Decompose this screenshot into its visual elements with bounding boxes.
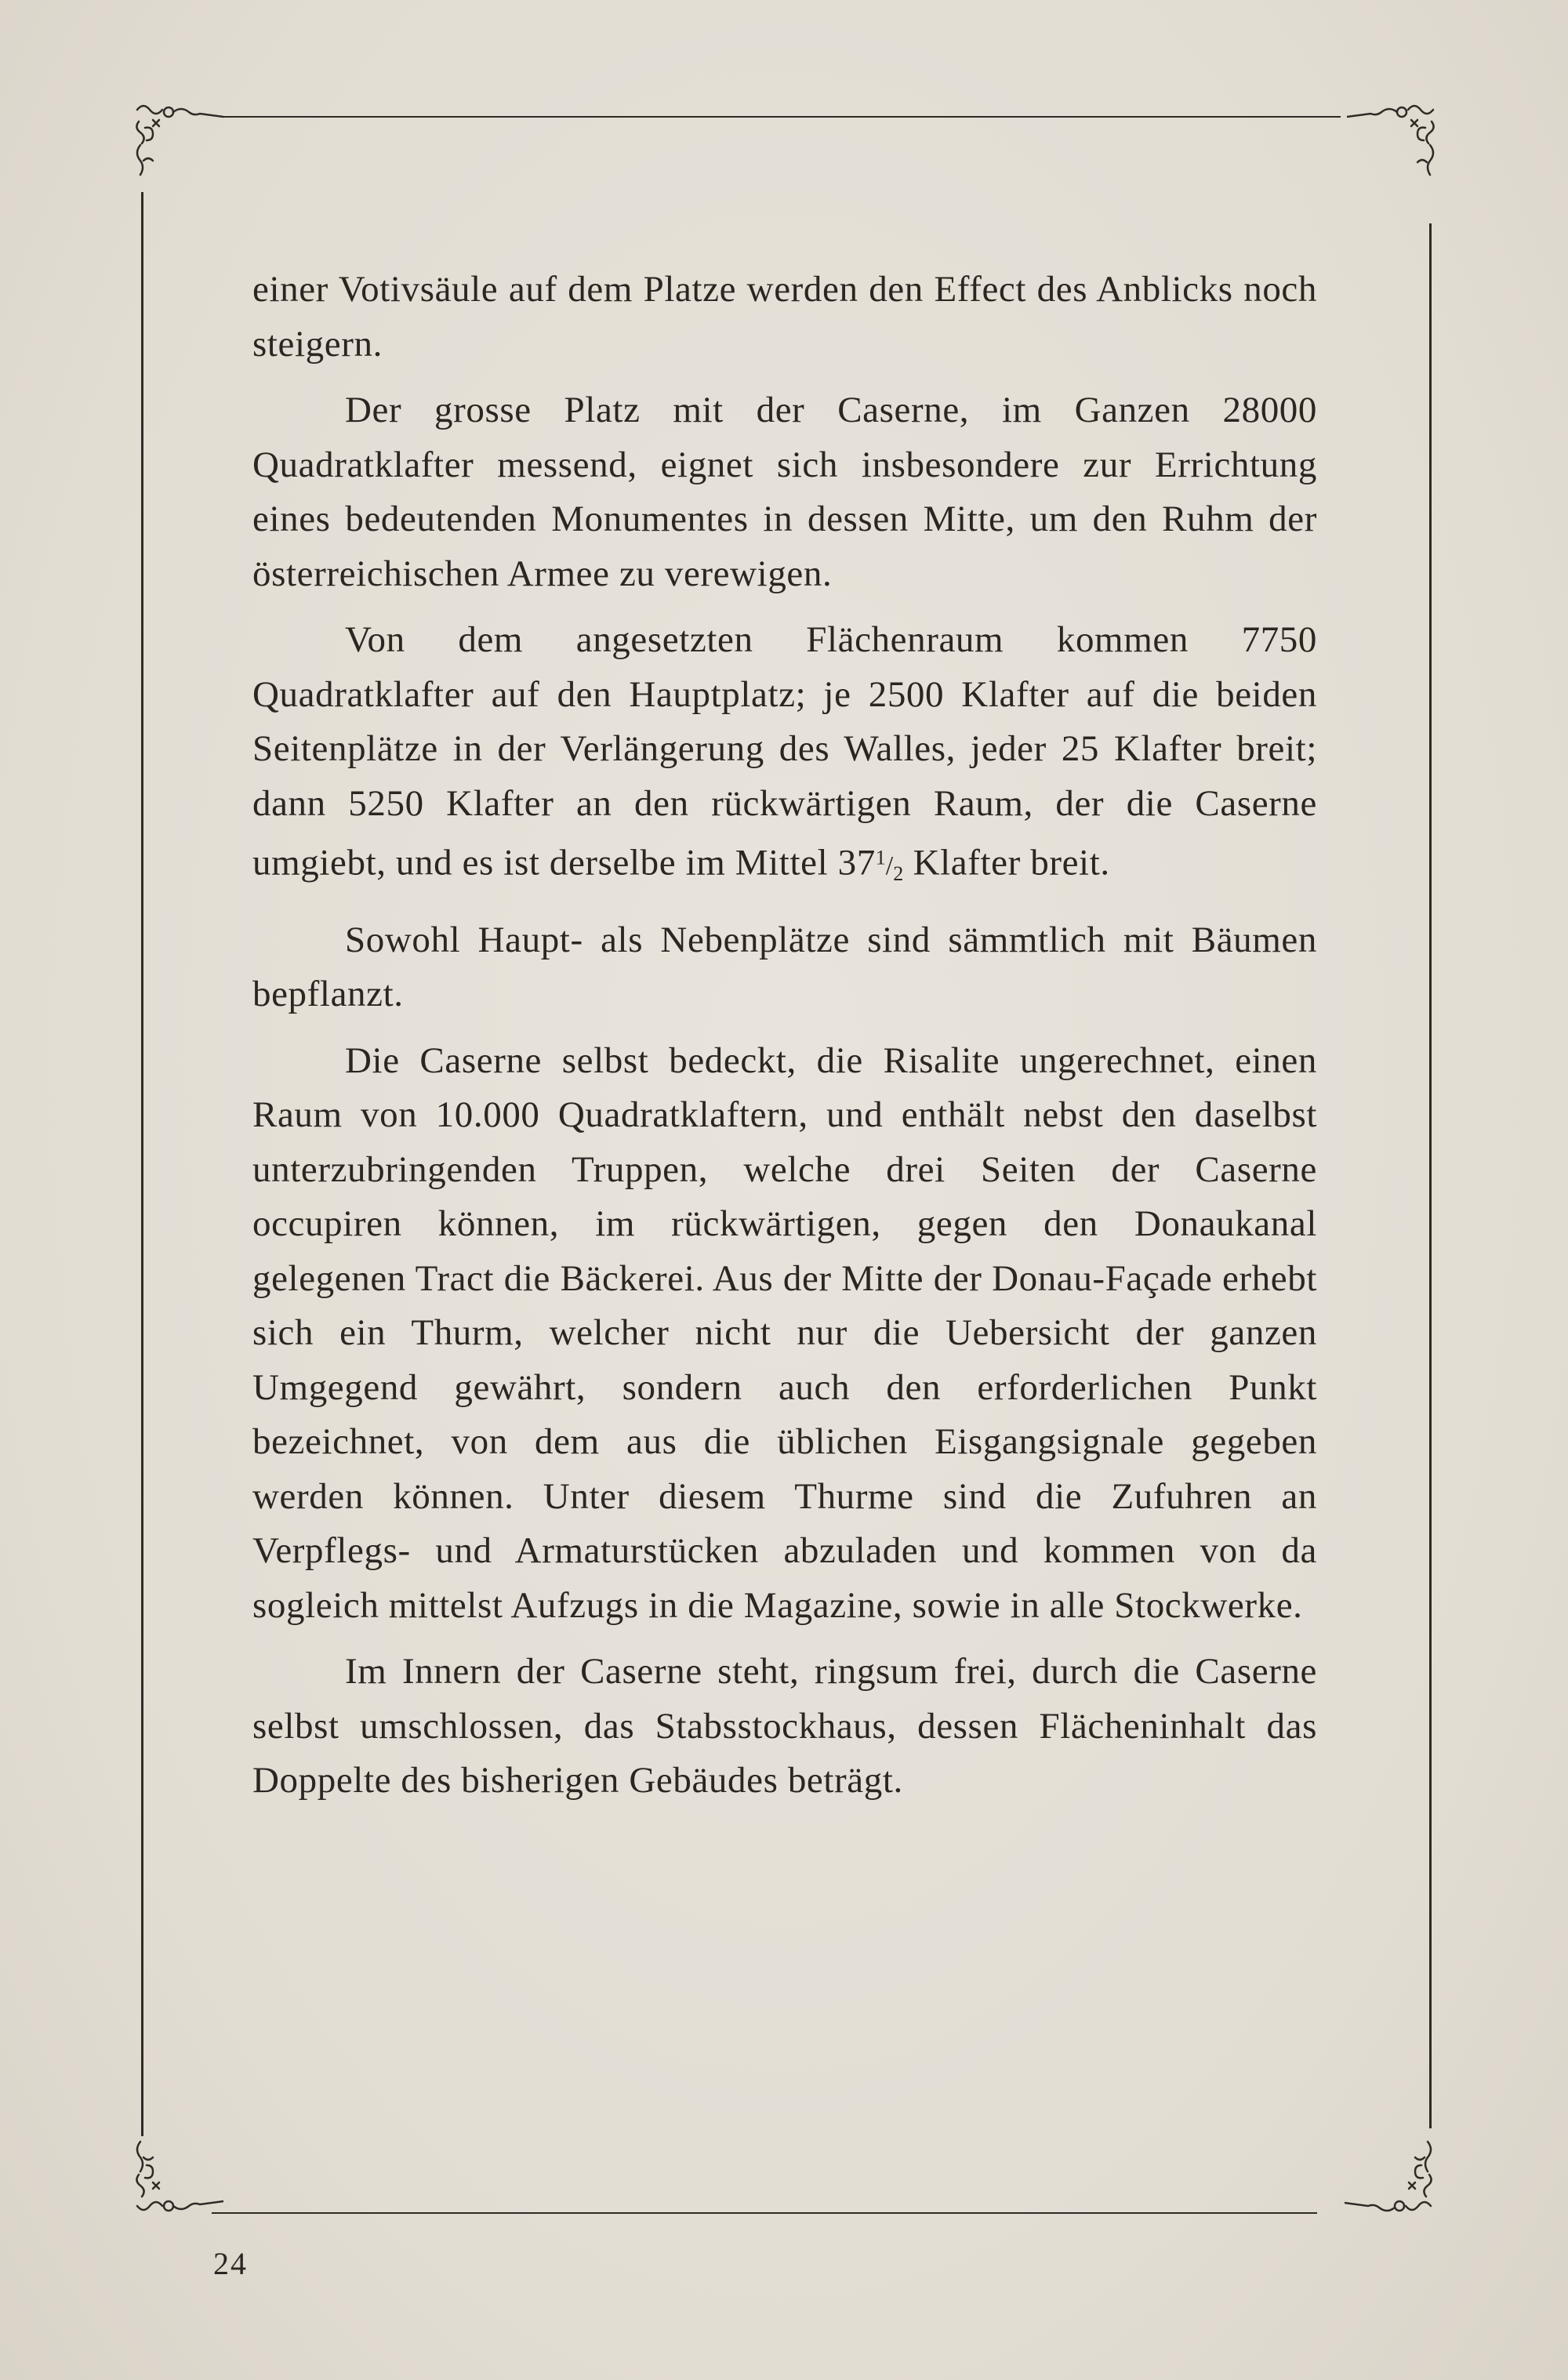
paragraph-3-text-after: Klafter breit. [903, 842, 1110, 883]
corner-ornament-top-left-icon [129, 98, 223, 184]
paragraph-6 [252, 1645, 1317, 1809]
paragraph-2-text: Der grosse Platz mit der Caserne, im Ganzen 28000 Quadratklafter messend, eignet sich insbesondere zur Errichtung eines bedeutenden Monumentes in dessen Mitte, um den Ruhm der österreichischen Armee zu verewigen. [252, 390, 1317, 594]
body-text [252, 263, 1317, 1809]
paragraph-5 [252, 1034, 1317, 1634]
corner-ornament-bottom-right-icon [1345, 2134, 1439, 2220]
paragraph-6-text: Im Innern der Caserne steht, ringsum frei, durch die Caserne selbst umschlossen, das Stabsstockhaus, dessen Flächeninhalt das Doppelte des bisherigen Gebäudes beträgt. [252, 1651, 1317, 1801]
frame-top-rule [223, 116, 1341, 118]
corner-ornament-bottom-left-icon [129, 2134, 223, 2220]
paragraph-1-text: einer Votivsäule auf dem Platze werden den Effect des Anblicks noch steigern. [252, 269, 1317, 365]
paragraph-4-text: Sowohl Haupt- als Nebenplätze sind sämmtlich mit Bäumen bepflanzt. [252, 919, 1317, 1015]
paragraph-5-text: Die Caserne selbst bedeckt, die Risalite ungerechnet, einen Raum von 10.000 Quadratklaftern, und enthält nebst den daselbst unterzubringenden Truppen, welche drei Seiten der Caserne occupiren können, im rückwärtigen, gegen den Donaukanal gelegenen Tract die Bäckerei. Aus der Mitte der Donau-Façade erhebt sich ein Thurm, welcher nicht nur die Uebersicht der ganzen Umgegend gewährt, sondern auch den erforderlichen Punkt bezeichnet, von dem aus die üblichen Eisgangsignale gegeben werden können. Unter diesem Thurme sind die Zufuhren an Verpflegs- und Armaturstücken abzuladen und kommen von da sogleich mittelst Aufzugs in die Magazine, sowie in alle Stockwerke. [252, 1039, 1317, 1626]
paragraph-4 [252, 913, 1317, 1022]
fraction-value: $^1/_2$ [875, 847, 904, 886]
frame-bottom-rule [212, 2212, 1317, 2214]
frame-left-rule [141, 192, 143, 2136]
fraction-whole: 37 [837, 842, 876, 883]
paragraph-3 [252, 613, 1317, 902]
paragraph-2 [252, 383, 1317, 601]
fraction-denominator: 2 [893, 862, 904, 886]
frame-right-rule [1429, 223, 1432, 2128]
fraction-numerator: 1 [875, 847, 886, 869]
corner-ornament-top-right-icon [1347, 98, 1441, 184]
page-number: 24 [213, 2246, 248, 2281]
paragraph-1 [252, 263, 1317, 372]
paragraph-3-text: Von dem angesetzten Flächenraum kommen 7750 Quadratklafter auf den Hauptplatz; je 2500 Klafter auf die beiden Seitenplätze in der Verlängerung des Walles, jeder 25 Klafter breit; dann 5250 Klafter an den rückwärtigen Raum, der die Caserne umgiebt, und es ist derselbe im Mittel [252, 619, 1317, 883]
